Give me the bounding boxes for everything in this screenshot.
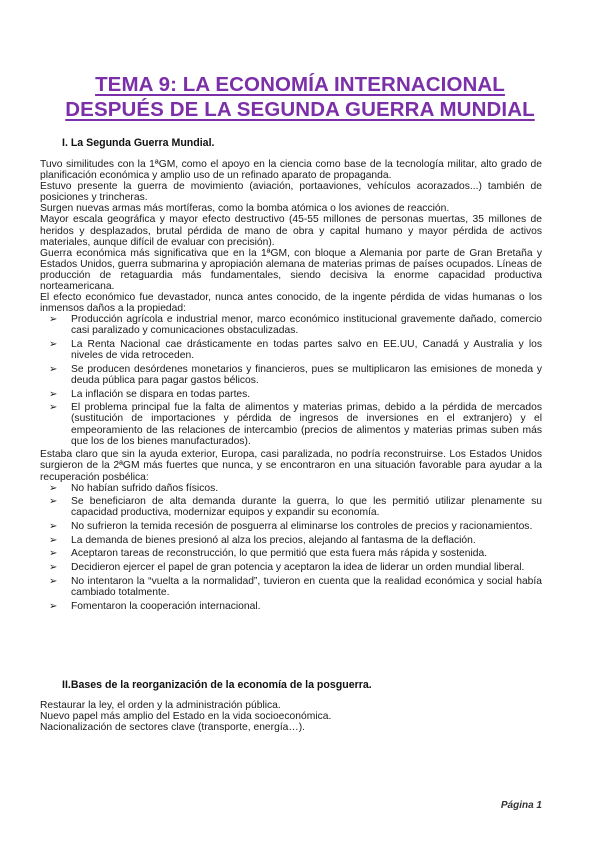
paragraph: El efecto económico fue devastador, nunca antes conocido, de la ingente pérdida de vidas humanas o los inmensos daños a la propiedad:: [40, 292, 542, 315]
arrow-bullet-icon: ➢: [49, 388, 58, 400]
list-item: [40, 389, 542, 400]
document-title: [40, 72, 560, 122]
arrow-bullet-icon: ➢: [49, 363, 58, 375]
list-item-text: Aceptaron tareas de reconstrucción, lo que permitió que esta fuera más rápida y sostenida.: [71, 548, 488, 560]
bullet-list-effects: [40, 314, 542, 446]
paragraph: Nacionalización de sectores clave (transporte, energía…).: [40, 722, 305, 734]
list-item: [40, 496, 542, 518]
title-line-2: DESPUÉS DE LA SEGUNDA GUERRA MUNDIAL: [65, 98, 535, 121]
arrow-bullet-icon: ➢: [49, 402, 58, 414]
arrow-bullet-icon: ➢: [49, 534, 58, 546]
list-item-text: No intentaron la “vuelta a la normalidad”, tuvieron en cuenta que la realidad económica y social había cambiado totalmente.: [71, 575, 542, 598]
arrow-bullet-icon: ➢: [49, 314, 58, 326]
arrow-bullet-icon: ➢: [49, 496, 58, 508]
arrow-bullet-icon: ➢: [49, 482, 58, 494]
section-1-body: [40, 159, 542, 614]
list-item: [40, 339, 542, 361]
section-2-body: [40, 700, 542, 733]
title-line-1: TEMA 9: LA ECONOMÍA INTERNACIONAL: [95, 73, 505, 96]
arrow-bullet-icon: ➢: [49, 339, 58, 351]
list-item-text: El problema principal fue la falta de alimentos y materias primas, debido a la pérdida de mercados (sustitución de importaciones y pérdida de ingresos de inversiones en el extranjero) y el empeoramiento de las relaciones de intercambio (precios de alimentos y materias primas suben más que los de los bienes manufacturados).: [71, 402, 542, 447]
list-item-text: Fomentaron la cooperación internacional.: [71, 600, 261, 612]
paragraph: Guerra económica más significativa que en la 1ªGM, con bloque a Alemania por parte de Gran Bretaña y Estados Unidos, guerra submarina y apropiación alemana de materias primas de países ocupados. Líneas de producción de retaguardia más fundamentales, siendo decisiva la enorme capacidad productiva norteamericana.: [40, 247, 542, 293]
list-item-text: La demanda de bienes presionó al alza los precios, alejando al fantasma de la deflación.: [71, 534, 476, 546]
list-item: [40, 548, 542, 559]
paragraph: Mayor escala geográfica y mayor efecto destructivo (45-55 millones de personas muertas, 35 millones de heridos y desplazados, brutal pérdida de mano de obra y capital humano y mayor pérdida de activos materiales, aunque difícil de evaluar con precisión).: [40, 214, 542, 248]
paragraph: Tuvo similitudes con la 1ªGM, como el apoyo en la ciencia como base de la tecnología militar, alto grado de planificación económica y amplio uso de un refinado aparato de propaganda.: [40, 159, 542, 182]
list-item-text: Se beneficiaron de alta demanda durante la guerra, lo que les permitió utilizar plenamente su capacidad productiva, modernizar equipos y expandir su economía.: [71, 496, 542, 519]
list-item-text: Se producen desórdenes monetarios y financieros, pues se multiplicaron las emisiones de moneda y deuda pública para pagar gastos bélicos.: [71, 363, 542, 386]
list-item: [40, 576, 542, 598]
page-number: Página 1: [500, 800, 542, 811]
list-item: [40, 601, 542, 612]
list-item-text: La inflación se dispara en todas partes.: [71, 388, 251, 400]
list-item: [40, 483, 542, 494]
bullet-list-us-advantages: [40, 483, 542, 612]
list-item: [40, 314, 542, 336]
paragraph: Nuevo papel más amplio del Estado en la vida socioeconómica.: [40, 711, 332, 723]
arrow-bullet-icon: ➢: [49, 575, 58, 587]
arrow-bullet-icon: ➢: [49, 548, 58, 560]
list-item: [40, 535, 542, 546]
list-item-text: No habían sufrido daños físicos.: [71, 482, 219, 494]
list-item-text: Decidieron ejercer el papel de gran potencia y aceptaron la idea de liderar un orden mundial liberal.: [71, 562, 525, 574]
list-item-text: No sufrieron la temida recesión de posguerra al eliminarse los controles de precios y racionamientos.: [71, 521, 533, 533]
list-item-text: La Renta Nacional cae drásticamente en todas partes salvo en EE.UU, Canadá y Australia y los niveles de vida retroceden.: [71, 339, 542, 362]
paragraph: Estaba claro que sin la ayuda exterior, Europa, casi paralizada, no podría reconstruirse. Los Estados Unidos surgieron de la 2ªGM más fuertes que nunca, y se encontraron en una situación favorable para ayudar a la recuperación posbélica:: [40, 449, 542, 483]
list-item-text: Producción agrícola e industrial menor, marco económico institucional gravemente dañado, comercio casi paralizado y comunicaciones obstaculizadas.: [71, 314, 542, 337]
list-item: [40, 402, 542, 446]
list-item: [40, 521, 542, 532]
arrow-bullet-icon: ➢: [49, 562, 58, 574]
section-2-heading: II.Bases de la reorganización de la economía de la posguerra.: [62, 679, 372, 691]
list-item: [40, 562, 542, 573]
paragraph: Restaurar la ley, el orden y la administración pública.: [40, 700, 281, 711]
arrow-bullet-icon: ➢: [49, 521, 58, 533]
list-item: [40, 364, 542, 386]
paragraph: Surgen nuevas armas más mortíferas, como la bomba atómica o los aviones de reacción.: [40, 203, 450, 215]
arrow-bullet-icon: ➢: [49, 600, 58, 612]
paragraph: Estuvo presente la guerra de movimiento (aviación, portaaviones, vehículos acorazados...) también de posiciones y trincheras.: [40, 181, 542, 204]
section-1-heading: I. La Segunda Guerra Mundial.: [62, 137, 215, 149]
